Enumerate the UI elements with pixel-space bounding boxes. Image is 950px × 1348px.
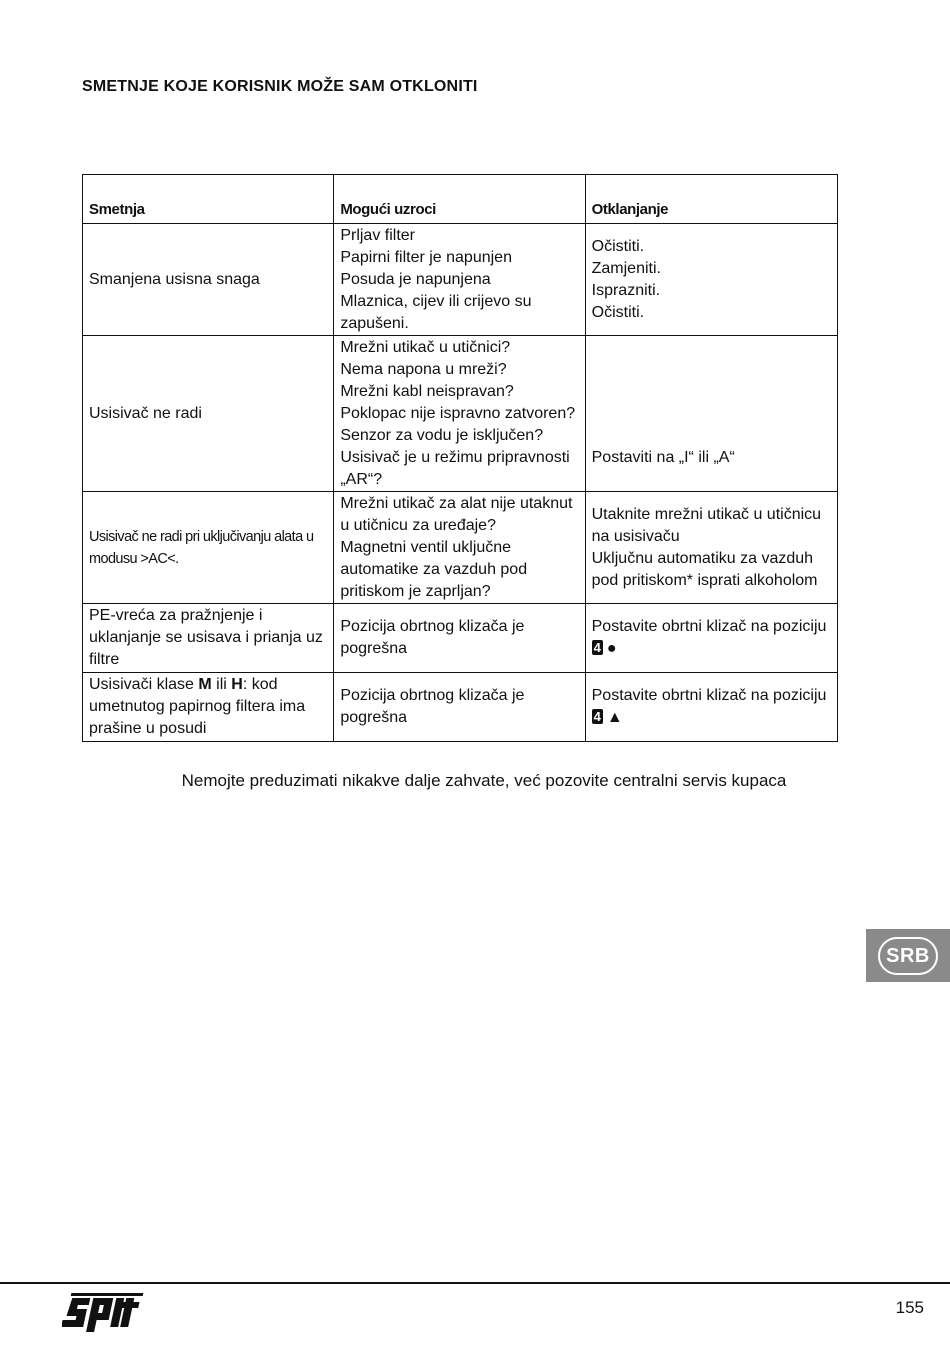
table-row [83,224,838,336]
cause-item: Pozicija obrtnog klizača je pogrešna [340,618,525,657]
fixes-cell [585,492,837,604]
problem-text: : kod umetnutog papirnog filtera ima prašine u posudi [89,676,306,737]
fix-item: Postavite obrtni klizač na poziciju [591,618,827,635]
cause-item: Poklopac nije ispravno zatvoren? [340,404,576,422]
cause-item: Papirni filter je napunjen [340,248,512,266]
cause-item: Magnetni ventil uključne automatike za vazduh pod pritiskom je zaprljan? [340,538,528,600]
causes-cell [334,224,585,336]
table-row [83,336,838,492]
triangle-symbol-icon: ▲ [606,709,623,726]
fix-item: Zamjeniti. [591,259,661,277]
causes-cell [334,604,585,673]
table-row [83,492,838,604]
problem-cell: Usisivač ne radi pri uključivanju alata u modusu >AC<. [83,492,334,604]
cause-item: Mrežni kabl neispravan? [340,382,514,400]
table-row [83,604,838,673]
fix-item: Uključnu automatiku za vazduh pod pritiskom* isprati alkoholom [591,549,818,589]
header-fixes: Otklanjanje [585,175,837,224]
cause-item: Mrežni utikač za alat nije utaknut u utičnicu za uređaje? [340,494,573,534]
problem-cell [83,673,334,742]
fix-item: Postavite obrtni klizač na poziciju [591,687,827,704]
fix-item: Očistiti. [591,303,645,321]
fix-item: Očistiti. [591,237,645,255]
cause-item: Posuda je napunjena [340,270,491,288]
problem-cell: PE-vreća za pražnjenje i uklanjanje se usisava i prianja uz filtre [83,604,334,673]
language-label: SRB [878,937,938,975]
fix-item: Isprazniti. [591,281,661,299]
causes-cell [334,673,585,742]
causes-cell [334,336,585,492]
fixes-cell [585,336,837,492]
problem-text: Usisivači klase [89,676,199,693]
position-indicator [592,707,831,729]
troubleshooting-table [82,174,838,742]
position-number-badge: 4 [593,709,601,724]
problem-cell: Usisivač ne radi [83,336,334,492]
table-row [83,673,838,742]
spit-logo-icon [62,1290,148,1336]
header-causes: Mogući uzroci [334,175,585,224]
problem-cell: Smanjena usisna snaga [83,224,334,336]
causes-cell [334,492,585,604]
page-number: 155 [895,1298,924,1317]
fix-item: Utaknite mrežni utikač u utičnicu na usisivaču [591,505,822,545]
class-h-label: H [231,676,243,693]
cause-item: Nema napona u mreži? [340,360,507,378]
page-title: SMETNJE KOJE KORISNIK MOŽE SAM OTKLONITI [82,78,478,95]
cause-item: Mlaznica, cijev ili crijevo su zapušeni. [340,292,532,332]
fix-item: Postaviti na „I“ ili „A“ [591,449,735,466]
footer-divider [0,1282,950,1284]
language-tab [866,929,950,982]
cause-item: Prljav filter [340,226,415,244]
cause-item: Mrežni utikač u utičnici? [340,338,511,356]
cause-item: Usisivač je u režimu pripravnosti „AR“? [340,448,570,488]
position-number-badge: 4 [593,640,601,655]
fixes-cell [585,604,837,673]
fixes-cell [585,673,837,742]
position-indicator [592,638,831,660]
circle-symbol-icon: ● [606,640,617,657]
cause-item: Pozicija obrtnog klizača je pogrešna [340,687,525,726]
header-problem: Smetnja [83,175,334,224]
class-m-label: M [198,676,212,693]
service-note: Nemojte preduzimati nikakve dalje zahvate, već pozovite centralni servis kupaca [181,771,787,790]
cause-item: Senzor za vodu je isključen? [340,426,544,444]
table-header-row [83,175,838,224]
fixes-cell [585,224,837,336]
problem-text: ili [211,676,232,693]
